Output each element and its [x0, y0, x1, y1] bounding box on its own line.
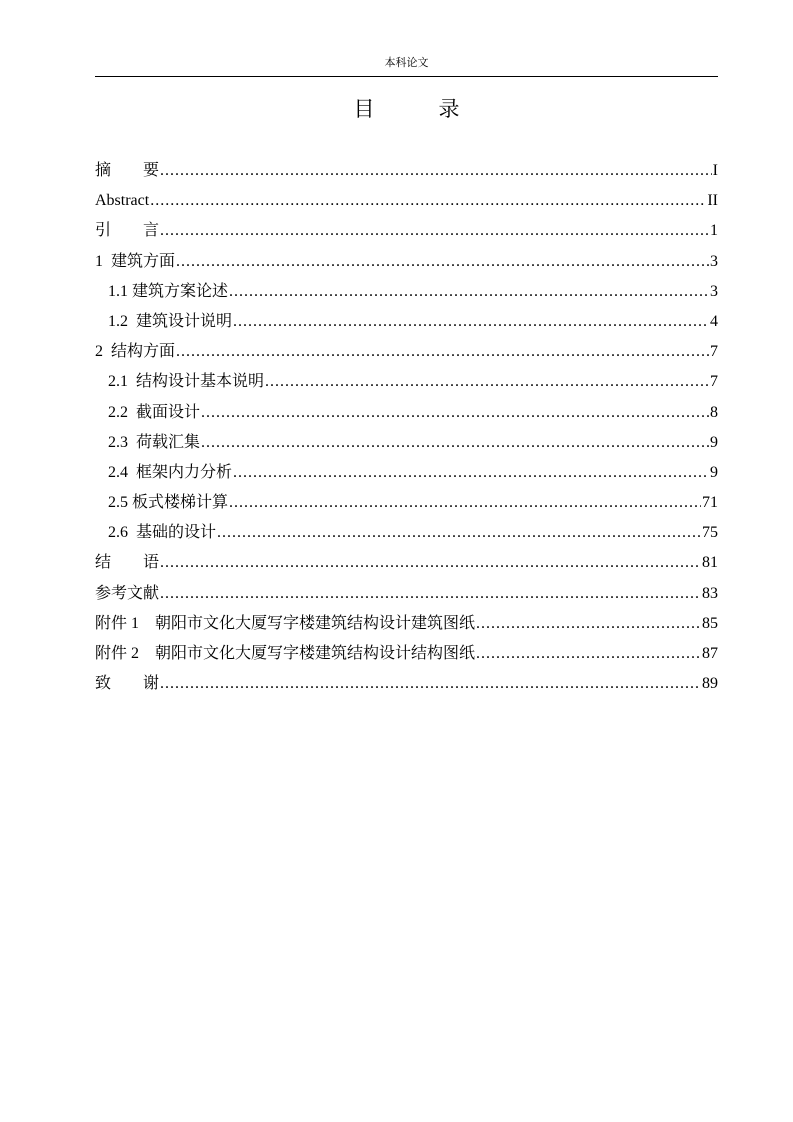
running-header: 本科论文: [384, 57, 429, 69]
toc-entry-page: 7: [710, 343, 718, 361]
toc-entry-page: 7: [710, 373, 718, 391]
toc-entry-page: 3: [710, 252, 718, 270]
toc-entry-page: 4: [710, 312, 718, 330]
toc-dot-leader: [265, 367, 709, 397]
toc-subentry[interactable]: [95, 367, 718, 397]
toc-entry-page: 85: [702, 614, 718, 632]
toc-entry-label: 2.2 截面设计: [108, 403, 201, 421]
toc-dot-leader: [176, 337, 709, 367]
toc-entry-label: 2.3 荷载汇集: [108, 433, 201, 451]
toc-entry-label: 引 言: [95, 222, 160, 240]
toc-entry-label: 1.1 建筑方案论述: [108, 282, 229, 300]
toc-entry[interactable]: [95, 247, 718, 277]
toc-entry[interactable]: [95, 579, 718, 609]
toc-dot-leader: [160, 216, 709, 246]
toc-dot-leader: [150, 186, 706, 216]
toc-dot-leader: [229, 277, 709, 307]
toc-entry-label: 2.4 框架内力分析: [108, 463, 233, 481]
toc-dot-leader: [201, 428, 709, 458]
toc-dot-leader: [176, 247, 709, 277]
toc-entry-label: 摘 要: [95, 162, 160, 179]
toc-entry-page: II: [707, 192, 718, 210]
toc-dot-leader: [201, 398, 709, 428]
toc-entry-page: 87: [702, 645, 718, 662]
toc-subentry[interactable]: [95, 307, 718, 337]
toc-entry-page: 8: [710, 403, 718, 421]
toc-entry[interactable]: [95, 639, 718, 669]
toc-dot-leader: [217, 518, 701, 548]
toc-entry-label: 1 建筑方面: [95, 252, 176, 270]
toc-title: 目录: [353, 97, 524, 121]
toc-entry-page: 75: [702, 524, 718, 542]
toc-dot-leader: [160, 579, 701, 609]
toc-entry[interactable]: [95, 337, 718, 367]
toc-entry-label: 致 谢: [95, 675, 160, 693]
toc-entry-page: 81: [702, 554, 718, 572]
toc-entry-label: 附件 1 朝阳市文化大厦写字楼建筑结构设计建筑图纸: [95, 614, 476, 632]
toc-entry-page: 1: [710, 222, 718, 240]
toc-dot-leader: [476, 639, 701, 669]
toc-entry-page: 89: [702, 675, 718, 693]
toc-entry-label: Abstract: [95, 192, 150, 210]
toc-entry-page: 9: [710, 433, 718, 451]
toc-entry-label: 1.2 建筑设计说明: [108, 312, 233, 330]
toc-entry[interactable]: [95, 548, 718, 578]
toc-entry-label: 2.1 结构设计基本说明: [108, 373, 265, 391]
toc-entry[interactable]: [95, 669, 718, 699]
toc-entry-label: 2.6 基础的设计: [108, 524, 217, 542]
toc-entry-label: 附件 2 朝阳市文化大厦写字楼建筑结构设计结构图纸: [95, 645, 476, 662]
toc-dot-leader: [160, 156, 712, 186]
toc-entry[interactable]: [95, 186, 718, 216]
toc-entry[interactable]: [95, 156, 718, 186]
toc-subentry[interactable]: [95, 277, 718, 307]
toc-entry-page: 71: [702, 494, 718, 512]
toc-dot-leader: [476, 609, 701, 639]
toc-entry-label: 参考文献: [95, 584, 160, 602]
toc-entry-page: 83: [702, 584, 718, 602]
toc-entry[interactable]: [95, 609, 718, 639]
toc-dot-leader: [160, 548, 701, 578]
toc-subentry[interactable]: [95, 518, 718, 548]
toc-entry-label: 2.5 板式楼梯计算: [108, 494, 229, 512]
toc-entry-page: 3: [710, 282, 718, 300]
header-rule: [95, 76, 718, 77]
toc-dot-leader: [229, 488, 701, 518]
toc-subentry[interactable]: [95, 458, 718, 488]
toc-dot-leader: [233, 307, 709, 337]
toc-entry-page: I: [712, 162, 718, 179]
toc-entry[interactable]: [95, 216, 718, 246]
toc-dot-leader: [233, 458, 709, 488]
toc-entry-label: 结 语: [95, 554, 160, 572]
toc-subentry[interactable]: [95, 398, 718, 428]
toc-dot-leader: [160, 669, 701, 699]
table-of-contents: [95, 156, 718, 699]
toc-subentry[interactable]: [95, 488, 718, 518]
toc-entry-page: 9: [710, 463, 718, 481]
toc-entry-label: 2 结构方面: [95, 343, 176, 361]
toc-subentry[interactable]: [95, 428, 718, 458]
